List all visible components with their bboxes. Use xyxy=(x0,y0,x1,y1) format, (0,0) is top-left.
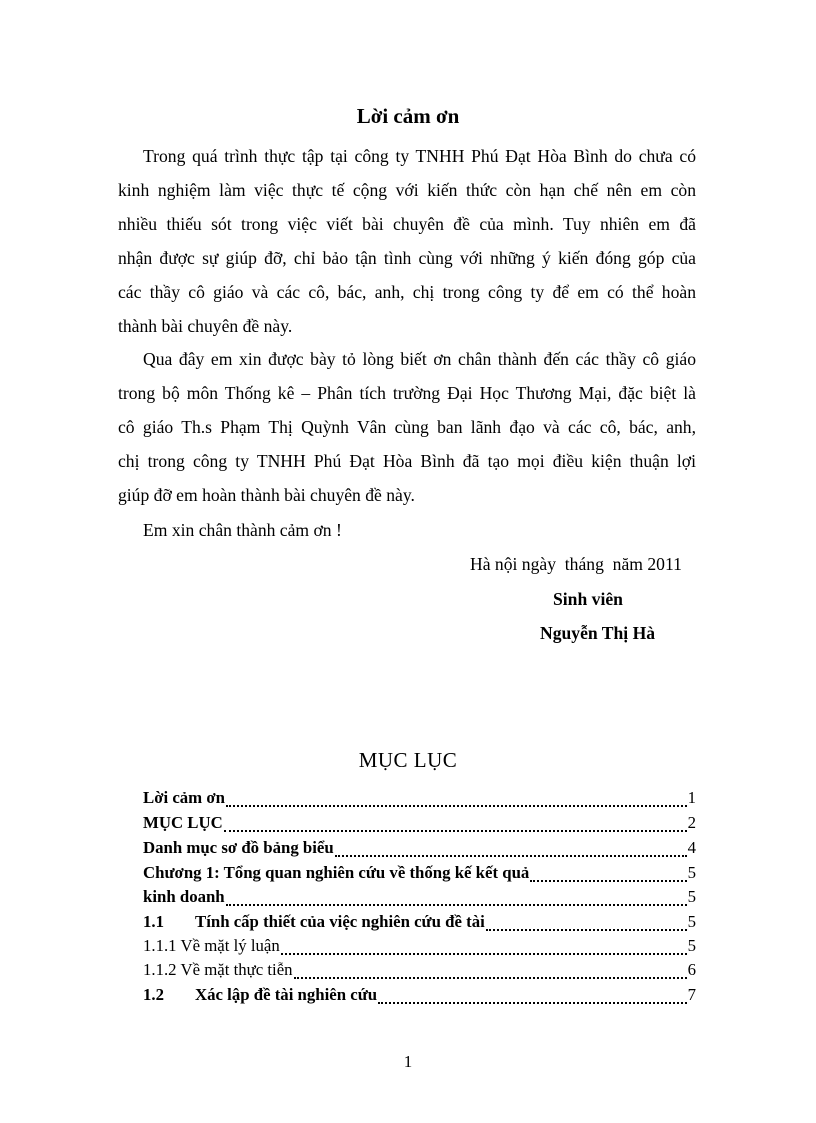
toc-entry-label xyxy=(143,936,280,956)
paragraph-line: các thầy cô giáo và các cô, bác, anh, chị trong công ty để em có thể hoàn xyxy=(118,282,696,302)
toc-leader-dots xyxy=(486,929,687,931)
paragraph-line: trong bộ môn Thống kê – Phân tích trường Đại Học Thương Mại, đặc biệt là xyxy=(118,383,696,403)
toc-entry-number: 1.1 xyxy=(143,912,164,931)
toc-leader-dots xyxy=(226,805,687,807)
toc-entry-text: 1.1.1 Về mặt lý luận xyxy=(143,936,280,955)
paragraph-line: chị trong công ty TNHH Phú Đạt Hòa Bình đã tạo mọi điều kiện thuận lợi xyxy=(118,451,696,471)
toc-entry[interactable] xyxy=(143,960,696,984)
toc-entry[interactable] xyxy=(143,912,696,936)
acknowledgement-title: Lời cảm ơn xyxy=(356,104,460,128)
toc-entry[interactable] xyxy=(143,788,696,812)
paragraph-line: nhiều thiếu sót trong việc viết bài chuyên đề của mình. Tuy nhiên em đã xyxy=(118,214,696,234)
toc-entry-page: 7 xyxy=(687,985,696,1004)
toc-leader-dots xyxy=(281,953,687,955)
toc-leader-dots xyxy=(335,855,687,857)
paragraph-line: kinh nghiệm làm việc thực tế cộng với kiến thức còn hạn chế nên em còn xyxy=(118,180,696,200)
toc-entry-number: 1.2 xyxy=(143,985,164,1004)
toc-entry-page: 5 xyxy=(687,936,696,955)
toc-leader-dots xyxy=(294,977,687,979)
toc-entry-text: MỤC LỤC xyxy=(143,813,223,832)
toc-entry-label xyxy=(143,912,485,932)
toc-entry-label xyxy=(143,887,225,907)
toc-entry-page: 2 xyxy=(687,813,696,832)
toc-entry-page: 1 xyxy=(687,788,696,807)
signature-role: Sinh viên xyxy=(553,589,623,609)
acknowledgement-paragraph-2 xyxy=(118,342,696,512)
toc-entry-page: 5 xyxy=(687,887,696,906)
paragraph-line: Trong quá trình thực tập tại công ty TNHH Phú Đạt Hòa Bình do chưa có xyxy=(143,146,696,166)
toc-leader-dots xyxy=(530,880,686,882)
toc-entry-text: Lời cảm ơn xyxy=(143,788,225,807)
toc-entry-label xyxy=(143,985,377,1005)
paragraph-line: Qua đây em xin được bày tỏ lòng biết ơn chân thành đến các thầy cô giáo xyxy=(143,349,696,369)
signature-name: Nguyễn Thị Hà xyxy=(540,623,656,643)
toc-entry-label xyxy=(143,788,225,808)
toc-title: MỤC LỤC xyxy=(358,748,458,772)
toc-entry-label xyxy=(143,838,334,858)
toc-entry-text: Danh mục sơ đồ bảng biểu xyxy=(143,838,334,857)
toc-entry-label xyxy=(143,960,293,980)
page-number: 1 xyxy=(403,1052,413,1071)
acknowledgement-paragraph-1 xyxy=(118,139,696,343)
toc-leader-dots xyxy=(226,904,687,906)
toc-entry[interactable] xyxy=(143,985,696,1009)
toc-entry-text: Xác lập đề tài nghiên cứu xyxy=(195,985,378,1004)
toc-entry[interactable] xyxy=(143,863,696,887)
toc-entry[interactable] xyxy=(143,838,696,862)
thanks-line: Em xin chân thành cảm ơn ! xyxy=(143,520,342,540)
toc-entry[interactable] xyxy=(143,936,696,960)
date-line: Hà nội ngày tháng năm 2011 xyxy=(470,554,682,574)
paragraph-line: thành bài chuyên đề này. xyxy=(118,316,293,336)
toc-entry-label xyxy=(143,813,223,833)
toc-entry-text: 1.1.2 Về mặt thực tiễn xyxy=(143,960,293,979)
toc-entry-text: Chương 1: Tổng quan nghiên cứu về thống kế kết quả xyxy=(143,863,530,882)
paragraph-line: cô giáo Th.s Phạm Thị Quỳnh Vân cùng ban lãnh đạo và các cô, bác, anh, xyxy=(118,417,696,437)
toc-entry[interactable] xyxy=(143,887,696,911)
toc-entry-label xyxy=(143,863,529,883)
paragraph-line: giúp đỡ em hoàn thành bài chuyên đề này. xyxy=(118,485,415,505)
toc-entry-page: 5 xyxy=(687,863,696,882)
toc-leader-dots xyxy=(224,830,687,832)
toc-entry[interactable] xyxy=(143,813,696,837)
toc-entry-page: 5 xyxy=(687,912,696,931)
paragraph-line: nhận được sự giúp đỡ, chỉ bảo tận tình cùng với những ý kiến đóng góp của xyxy=(118,248,696,268)
toc-entry-text: Tính cấp thiết của việc nghiên cứu đề tài xyxy=(195,912,485,931)
toc-entry-page: 6 xyxy=(687,960,696,979)
toc-entry-page: 4 xyxy=(687,838,696,857)
toc-leader-dots xyxy=(378,1002,687,1004)
toc-entry-text: kinh doanh xyxy=(143,887,225,906)
